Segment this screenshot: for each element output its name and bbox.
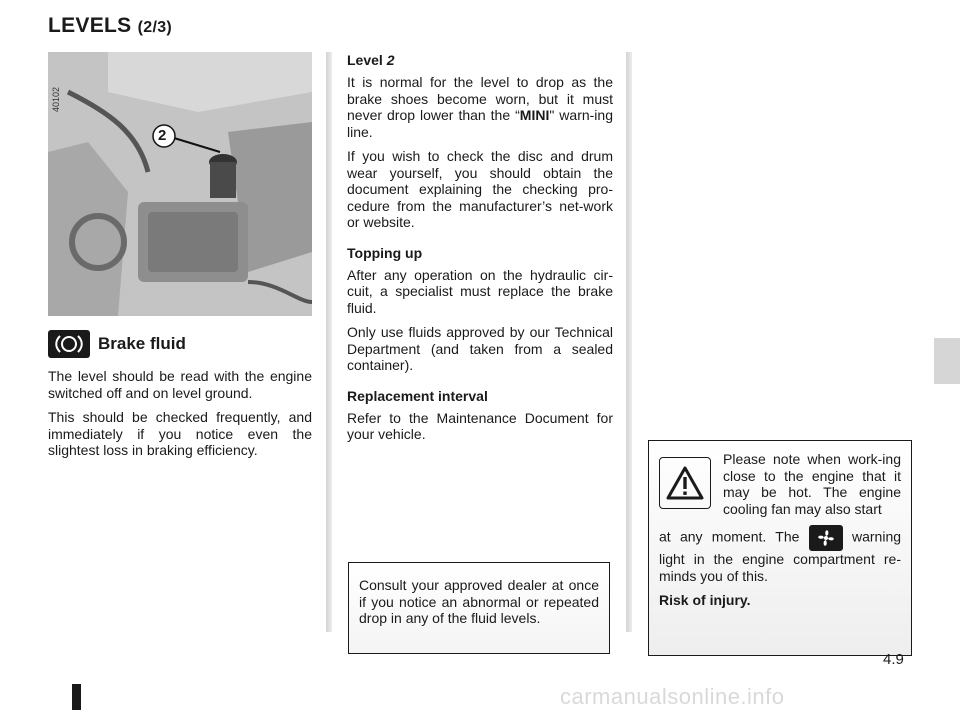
- bottom-marker: [72, 684, 81, 710]
- column-divider-right: [626, 52, 632, 632]
- text: " warn-ing line.: [347, 107, 613, 140]
- paragraph: If you wish to check the disc and drum wear yourself, you should obtain the document explaining the checking pro-cedure from the manufacturer’s net-work or website.: [347, 148, 613, 230]
- replacement-interval-heading: Replacement interval: [347, 387, 488, 404]
- section-header: [48, 330, 312, 358]
- page-number: 4.9: [883, 651, 904, 668]
- cooling-fan-icon: [809, 525, 843, 551]
- figure-code: 40102: [51, 86, 61, 112]
- paragraph: This should be checked frequently, and immediately if you notice even the slightest loss in braking efficiency.: [48, 409, 312, 458]
- page-title-part: (2/3): [137, 19, 173, 36]
- paragraph: The level should be read with the engine switched off and on level ground.: [48, 368, 312, 401]
- brake-fluid-warning-icon: [48, 330, 90, 358]
- warning-top: [659, 451, 901, 525]
- middle-column: [347, 52, 613, 451]
- page-title-text: LEVELS: [48, 14, 132, 37]
- paragraph: [347, 74, 613, 140]
- level-heading: [347, 52, 613, 68]
- engine-illustration: [48, 52, 312, 316]
- safety-warning-box: [648, 440, 912, 656]
- column-divider-left: [326, 52, 332, 632]
- callout-number: 2: [158, 127, 167, 144]
- notice-text: Consult your approved dealer at once if you notice an abnormal or repeated drop in any of the fluid levels.: [359, 577, 599, 626]
- text: at any moment. The: [659, 528, 800, 545]
- warning-triangle-icon: [659, 457, 711, 509]
- level-label: Level: [347, 52, 383, 68]
- warning-text: Please note when work-ing close to the engine that it may be hot. The engine cooling fan may also start: [723, 451, 901, 517]
- page-title: [48, 14, 172, 38]
- risk-text: Risk of injury.: [659, 592, 751, 608]
- mini-label: MINI: [519, 107, 550, 123]
- level-number: 2: [386, 52, 395, 68]
- paragraph: Refer to the Maintenance Document for your vehicle.: [347, 409, 613, 442]
- paragraph: Only use fluids approved by our Technical Department (and taken from a sealed container).: [347, 324, 613, 373]
- text: warning light in the engine compartment re-minds you of this.: [659, 528, 902, 584]
- engine-photo: [48, 52, 312, 316]
- left-column: [48, 330, 312, 467]
- chapter-tab: [934, 338, 960, 384]
- dealer-notice-box: [348, 562, 610, 654]
- text: It is normal for the level to drop as the brake shoes become worn, but it must never drop lower than the “: [347, 74, 613, 123]
- paragraph: After any operation on the hydraulic cir-cuit, a specialist must replace the brake fluid.: [347, 266, 613, 316]
- topping-up-heading: Topping up: [347, 244, 423, 261]
- watermark: carmanualsonline.info: [560, 684, 785, 709]
- warning-text: [659, 525, 901, 584]
- section-title: Brake fluid: [98, 334, 186, 353]
